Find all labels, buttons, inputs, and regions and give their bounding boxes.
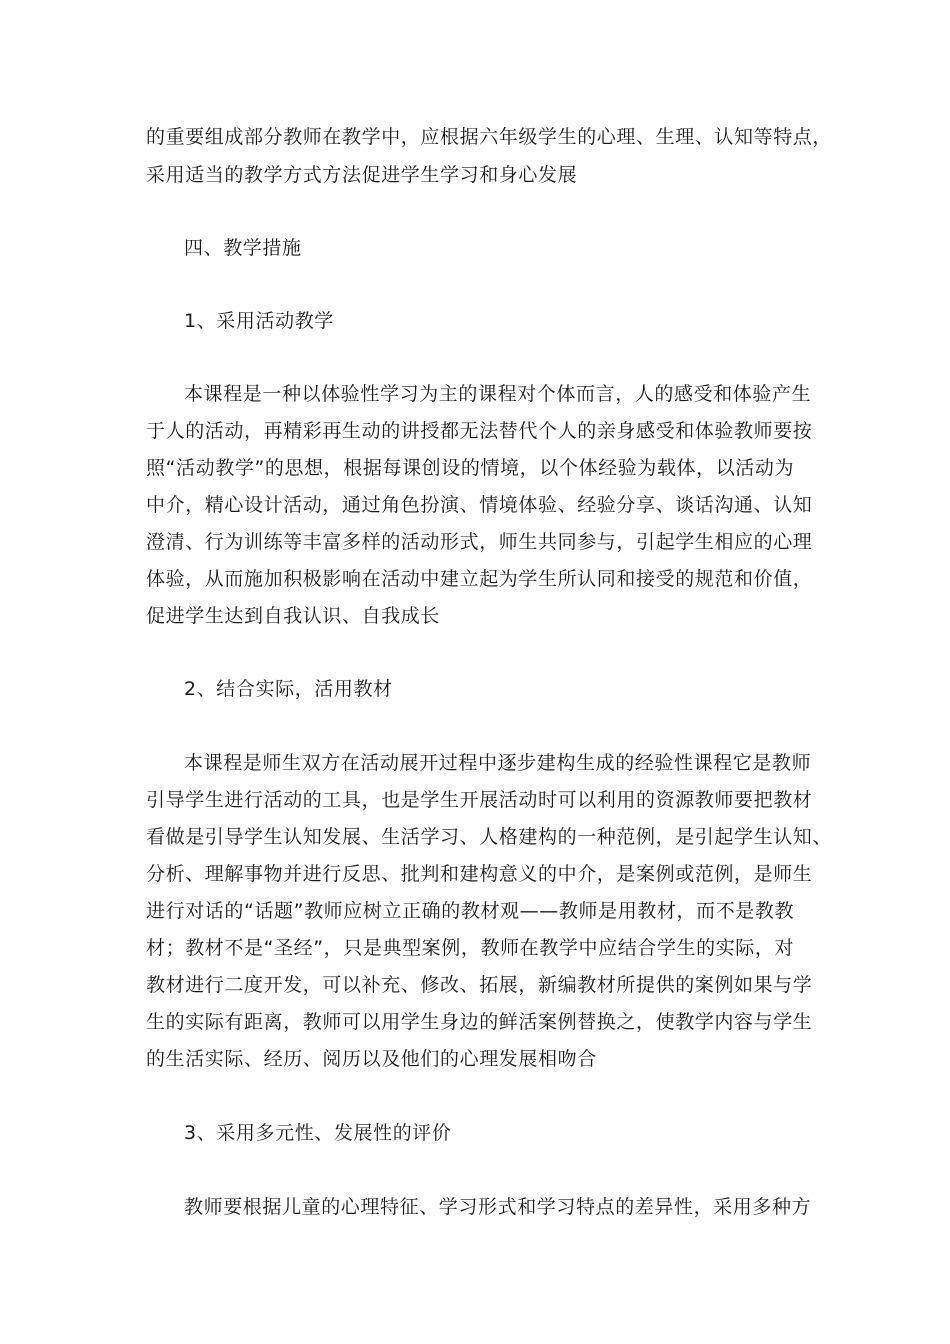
- paragraph-2-line-8: 生的实际有距离，教师可以用学生身边的鲜活案例替换之，使教学内容与学生: [146, 1011, 813, 1033]
- paragraph-1-line-5: 澄清、行为训练等丰富多样的活动形式，师生共同参与，引起学生相应的心理: [146, 531, 813, 553]
- paragraph-1-line-6: 体验，从而施加积极影响在活动中建立起为学生所认同和接受的规范和价值，: [146, 568, 813, 590]
- paragraph-2-line-5: 进行对话的“话题”教师应树立正确的教材观——教师是用教材，而不是教教: [146, 900, 795, 922]
- paragraph-1-line-1: 本课程是一种以体验性学习为主的课程对个体而言，人的感受和体验产生: [184, 383, 812, 405]
- intro-line-1: 的重要组成部分教师在教学中，应根据六年级学生的心理、生理、认知等特点，: [146, 126, 833, 148]
- paragraph-1-line-3: 照“活动教学”的思想，根据每课创设的情境，以个体经验为载体，以活动为: [146, 457, 795, 479]
- intro-line-2: 采用适当的教学方式方法促进学生学习和身心发展: [146, 164, 578, 186]
- subsection-heading-2: 2、结合实际，活用教材: [184, 678, 393, 700]
- paragraph-3-line-1: 教师要根据儿童的心理特征、学习形式和学习特点的差异性，采用多种方: [184, 1196, 812, 1218]
- subsection-heading-3: 3、采用多元性、发展性的评价: [184, 1122, 452, 1144]
- paragraph-2-line-1: 本课程是师生双方在活动展开过程中逐步建构生成的经验性课程它是教师: [184, 752, 812, 774]
- paragraph-1-line-2: 于人的活动，再精彩再生动的讲授都无法替代个人的亲身感受和体验教师要按: [146, 420, 813, 442]
- paragraph-2-line-3: 看做是引导学生认知发展、生活学习、人格建构的一种范例，是引起学生认知、: [146, 826, 833, 848]
- paragraph-2-line-2: 引导学生进行活动的工具，也是学生开展活动时可以利用的资源教师要把教材: [146, 789, 813, 811]
- paragraph-2-line-4: 分析、理解事物并进行反思、批判和建构意义的中介，是案例或范例，是师生: [146, 863, 813, 885]
- paragraph-2-line-6: 材；教材不是“圣经”，只是典型案例，教师在教学中应结合学生的实际，对: [146, 937, 795, 959]
- paragraph-2-line-9: 的生活实际、经历、阅历以及他们的心理发展相吻合: [146, 1048, 597, 1070]
- paragraph-1-line-7: 促进学生达到自我认识、自我成长: [146, 605, 441, 627]
- subsection-heading-1: 1、采用活动教学: [184, 310, 334, 332]
- paragraph-1-line-4: 中介，精心设计活动，通过角色扮演、情境体验、经验分享、谈话沟通、认知: [146, 494, 813, 516]
- section-heading: 四、教学措施: [184, 237, 302, 259]
- paragraph-2-line-7: 教材进行二度开发，可以补充、修改、拓展，新编教材所提供的案例如果与学: [146, 974, 813, 996]
